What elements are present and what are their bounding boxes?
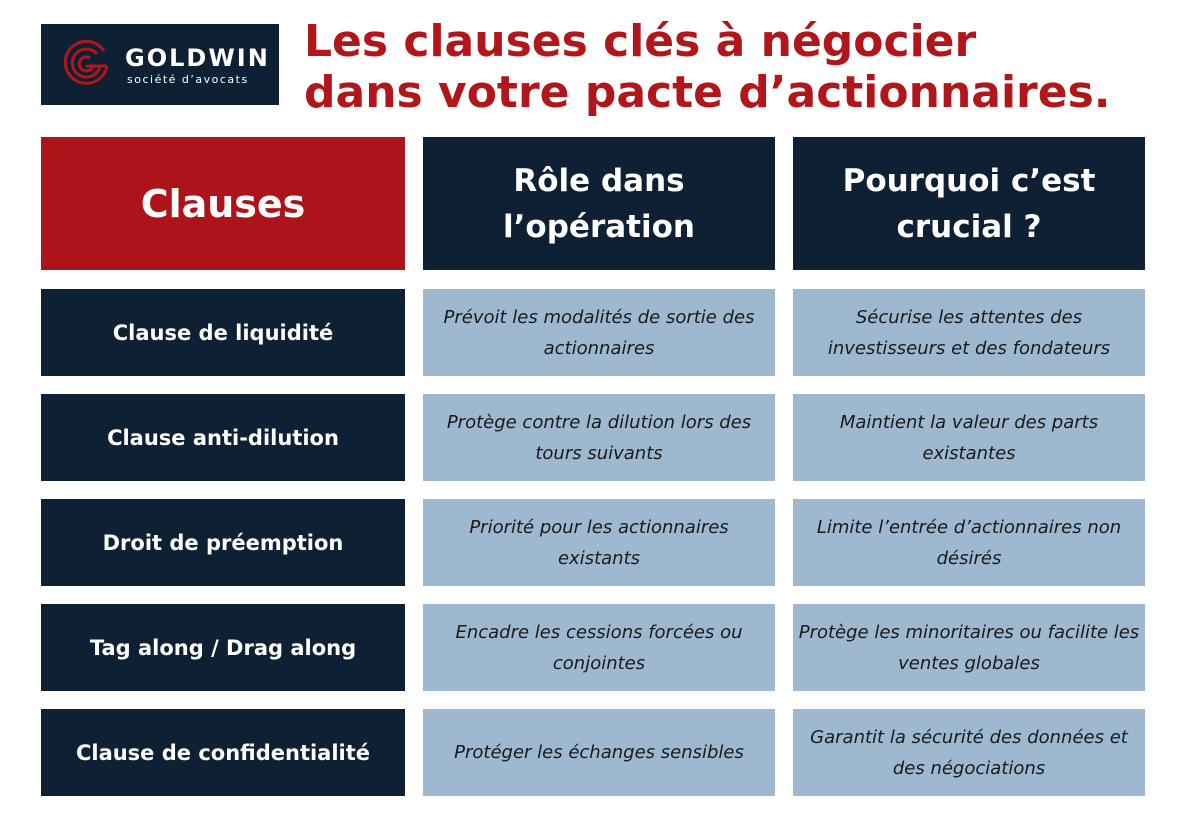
clause-label: Clause de confidentialité [41,709,405,796]
clause-label: Droit de préemption [41,499,405,586]
role-description: Prévoit les modalités de sortie des actionnaires [423,289,775,376]
header-role-line-2: l’opération [503,208,695,245]
clause-label: Clause anti-dilution [41,394,405,481]
logo-tagline: société d’avocats [127,73,249,86]
role-description: Priorité pour les actionnaires existants [423,499,775,586]
clause-label: Tag along / Drag along [41,604,405,691]
header-clauses: Clauses [41,137,405,270]
page-title [304,16,1174,118]
header-role-line-1: Rôle dans [513,162,685,199]
header-role [423,137,775,270]
logo-name: GOLDWIN [125,44,270,72]
header-why-line-1: Pourquoi c’est [842,162,1096,199]
why-description: Limite l’entrée d’actionnaires non désirés [793,499,1145,586]
role-description: Protège contre la dilution lors des tours suivants [423,394,775,481]
header-why-line-2: crucial ? [896,208,1042,245]
goldwin-logo [41,24,279,105]
role-description: Protéger les échanges sensibles [423,709,775,796]
why-description: Protège les minoritaires ou facilite les ventes globales [793,604,1145,691]
header-why [793,137,1145,270]
why-description: Sécurise les attentes des investisseurs et des fondateurs [793,289,1145,376]
title-line-2: dans votre pacte d’actionnaires. [304,67,1111,118]
why-description: Garantit la sécurité des données et des négociations [793,709,1145,796]
clause-label: Clause de liquidité [41,289,405,376]
role-description: Encadre les cessions forcées ou conjointes [423,604,775,691]
why-description: Maintient la valeur des parts existantes [793,394,1145,481]
title-line-1: Les clauses clés à négocier [304,16,977,67]
goldwin-g-icon [61,39,111,89]
